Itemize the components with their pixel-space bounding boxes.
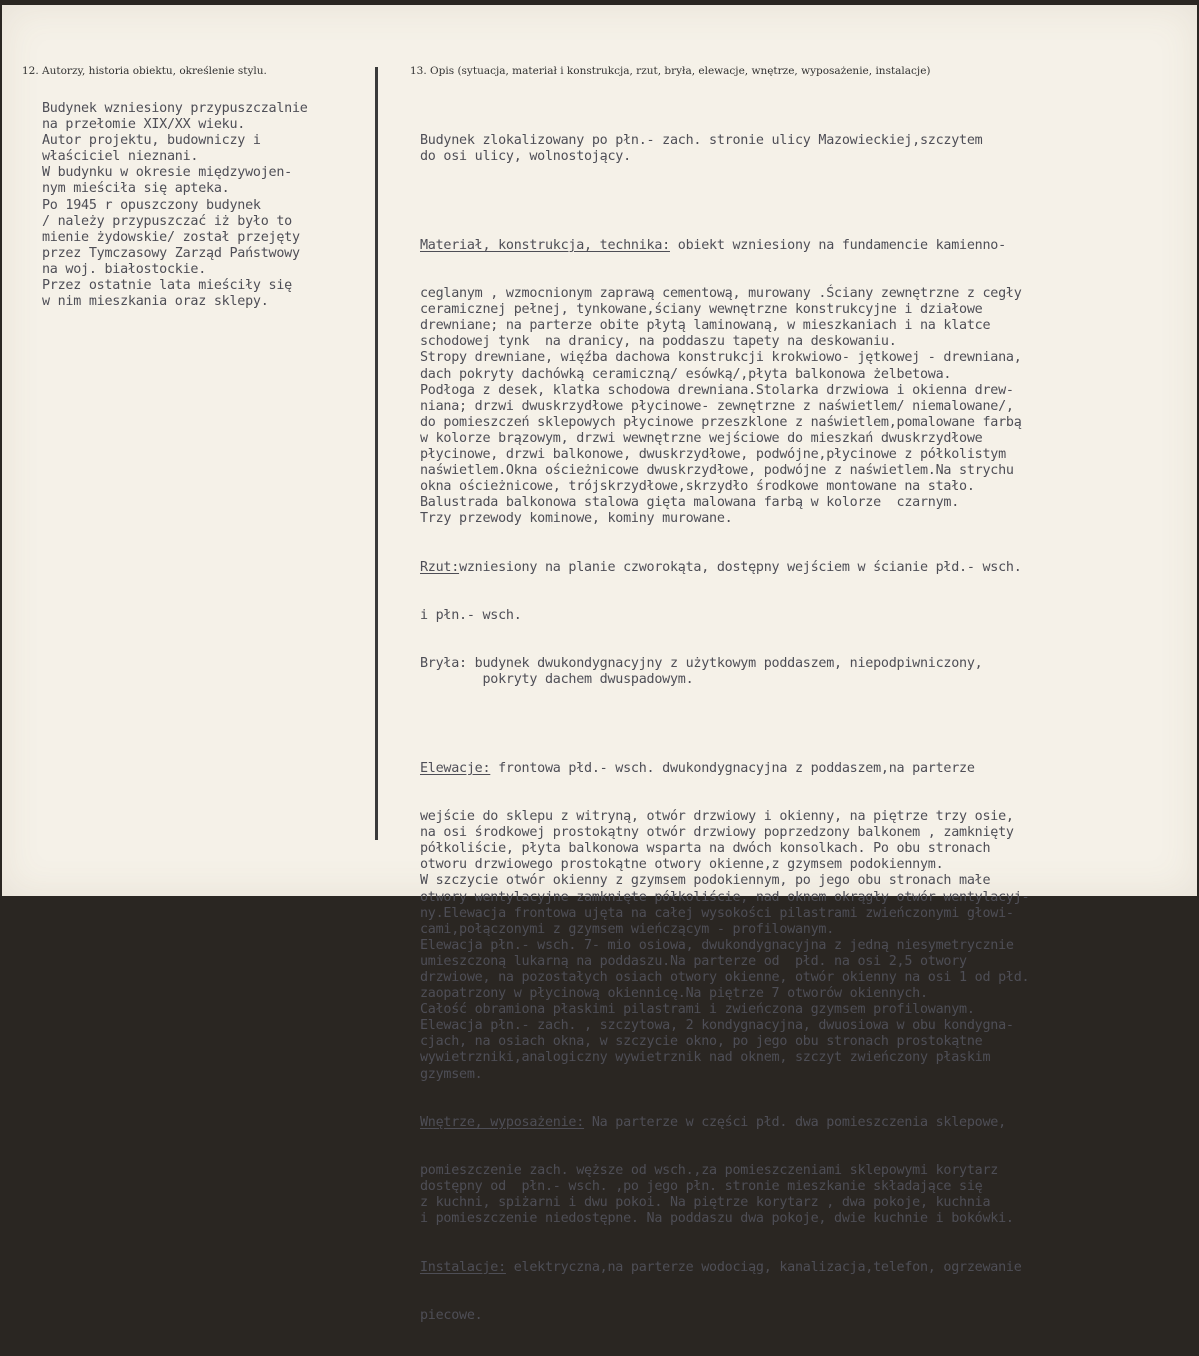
description-text-column	[420, 101, 1029, 1356]
wnetrze-line-3: z kuchni, spiżarni i dwu pokoi. Na piętrze korytarz , dwa pokoje, kuchnia	[420, 1195, 991, 1211]
history-line-2: Autor projektu, budowniczy i	[42, 133, 261, 149]
elewacje-line-5: W szczycie otwór okienny z gzymsem podokiennym, po jego obu stronach małe	[420, 873, 991, 889]
wnetrze-heading: Wnętrze, wyposażenie:	[420, 1114, 585, 1130]
left-column-header: 12. Autorzy, historia obiektu, określenie stylu.	[22, 65, 267, 77]
instalacje-line-1: piecowe.	[420, 1307, 483, 1323]
elewacje-line-16: wywietrzniki,analogiczny wywietrznik nad oknem, szczyt zwieńczony płaskim	[420, 1050, 991, 1066]
material-line-2: ceramicznej pełnej, tynkowane,ściany wewnętrzne konstrukcyjne i działowe	[420, 302, 983, 318]
material-line-8: niana; drzwi dwuskrzydłowe płycinowe- zewnętrzne z naświetlem/ niemalowane/,	[420, 398, 1014, 414]
elewacje-first-line	[420, 761, 1029, 777]
wnetrze-line-1: pomieszczenie zach. węższe od wsch.,za pomieszczeniami sklepowymi korytarz	[420, 1163, 999, 1179]
instalacje-heading: Instalacje:	[420, 1259, 506, 1275]
history-line-5: nym mieściła się apteka.	[42, 181, 230, 197]
elewacje-line-3: półkoliście, płyta balkonowa wsparta na dwóch konsolkach. Po obu stronach	[420, 841, 991, 857]
material-line-1: ceglanym , wzmocnionym zaprawą cementową, murowany .Ściany zewnętrzne z cegły	[420, 286, 1022, 302]
elewacje-line-10: umieszczoną lukarną na poddaszu.Na parterze od płd. na osi 2,5 otwory	[420, 953, 967, 969]
history-line-11: Przez ostatnie lata mieściły się	[42, 278, 292, 294]
material-heading: Materiał, konstrukcja, technika:	[420, 237, 670, 253]
history-text-column	[42, 101, 308, 310]
elewacje-heading: Elewacje:	[420, 760, 491, 776]
elewacje-line-11: drzwiowe, na pozostałych osiach otwory okienne, otwór okienny na osi 1 od płd.	[420, 969, 1030, 985]
material-line-7: Podłoga z desek, klatka schodowa drewniana.Stolarka drzwiowa i okienna drew-	[420, 382, 1014, 398]
rzut-heading: Rzut:	[420, 559, 460, 575]
material-line-12: naświetlem.Okna ościeżnicowe dwuskrzydłowe, podwójne z naświetlem.Na strychu	[420, 463, 1014, 479]
column-divider	[375, 67, 378, 840]
material-line-9: do pomieszczeń sklepowych płycinowe przeszklone z naświetlem,pomalowane farbą	[420, 414, 1022, 430]
history-line-7: / należy przypuszczać iż było to	[42, 213, 292, 229]
history-line-4: W budynku w okresie międzywojen-	[42, 165, 292, 181]
elewacje-line-8: cami,połączonymi z gzymsem wieńczącym - profilowanym.	[420, 921, 835, 937]
rzut-first-line	[420, 560, 1029, 576]
elewacje-line-4: otworu drzwiowego prostokątne otwory okienne,z gzymsem podokiennym.	[420, 857, 944, 873]
rzut-line-0: wzniesiony na planie czworokąta, dostępny wejściem w ścianie płd.- wsch.	[459, 559, 1022, 575]
elewacje-line-17: gzymsem.	[420, 1066, 483, 1082]
material-line-15: Trzy przewody kominowe, kominy murowane.	[420, 511, 733, 527]
elewacje-line-6: otwory wentylacyjne zamknięte półkoliście, nad oknem okrągły otwór wentylacyj-	[420, 889, 1030, 905]
material-line-4: schodowej tynk na dranicy, na poddaszu tapety na deskowaniu.	[420, 334, 897, 350]
history-line-6: Po 1945 r opuszczony budynek	[42, 197, 261, 213]
history-line-9: przez Tymczasowy Zarząd Państwowy	[42, 245, 300, 261]
history-line-10: na woj. białostockie.	[42, 261, 207, 277]
bryla-line-1: pokryty dachem dwuspadowym.	[420, 672, 694, 688]
material-line-13: okna ościeżnicowe, trójskrzydłowe,skrzydło środkowe montowane na stało.	[420, 479, 975, 495]
elewacje-line-7: ny.Elewacja frontowa ujęta na całej wysokości pilastrami zwieńczonymi głowi-	[420, 905, 1014, 921]
material-line-0: obiekt wzniesiony na fundamencie kamienno-	[669, 237, 1006, 253]
elewacje-line-1: wejście do sklepu z witryną, otwór drzwiowy i okienny, na piętrze trzy osie,	[420, 809, 1014, 825]
document-sheet	[2, 5, 1197, 1323]
elewacje-line-13: Całość obramiona płaskimi pilastrami i zwieńczona gzymsem profilowanym.	[420, 1002, 975, 1018]
intro-line-1: do osi ulicy, wolnostojący.	[420, 149, 631, 165]
history-line-12: w nim mieszkania oraz sklepy.	[42, 294, 269, 310]
material-line-14: Balustrada balkonowa stalowa gięta malowana farbą w kolorze czarnym.	[420, 495, 960, 511]
material-line-11: płycinowe, drzwi balkonowe, dwuskrzydłowe, podwójne,płycinowe z półkolistym	[420, 446, 1006, 462]
wnetrze-line-2: dostępny od płn.- wsch. ,po jego płn. stronie mieszkanie składające się	[420, 1179, 983, 1195]
elewacje-line-9: Elewacja płn.- wsch. 7- mio osiowa, dwukondygnacyjna z jedną niesymetrycznie	[420, 937, 1014, 953]
intro-line-0: Budynek zlokalizowany po płn.- zach. stronie ulicy Mazowieckiej,szczytem	[420, 133, 983, 149]
material-line-10: w kolorze brązowym, drzwi wewnętrzne wejściowe do mieszkań dwuskrzydłowe	[420, 430, 983, 446]
elewacje-line-12: zaopatrzony w płycinową okiennicę.Na piętrze 7 otworów okiennych.	[420, 986, 928, 1002]
history-line-3: właściciel nieznani.	[42, 149, 199, 165]
wnetrze-line-4: i pomieszczenie niedostępne. Na poddaszu dwa pokoje, dwie kuchnie i bokówki.	[420, 1211, 1014, 1227]
history-line-1: na przełomie XIX/XX wieku.	[42, 117, 246, 133]
elewacje-line-14: Elewacja płn.- zach. , szczytowa, 2 kondygnacyjna, dwuosiowa w obu kondygna-	[420, 1018, 1014, 1034]
elewacje-line-0: frontowa płd.- wsch. dwukondygnacyjna z poddaszem,na parterze	[490, 760, 975, 776]
elewacje-line-15: cjach, na osiach okna, w szczycie okno, po jego obu stronach prostokątne	[420, 1034, 983, 1050]
elewacje-line-2: na osi środkowej prostokątny otwór drzwiowy poprzedzony balkonem , zamknięty	[420, 825, 1014, 841]
instalacje-line-0: elektryczna,na parterze wodociąg, kanalizacja,telefon, ogrzewanie	[505, 1259, 1022, 1275]
material-line-5: Stropy drewniane, więźba dachowa konstrukcji krokwiowo- jętkowej - drewniana,	[420, 350, 1022, 366]
history-line-8: mienie żydowskie/ został przejęty	[42, 229, 300, 245]
material-line-6: dach pokryty dachówką ceramiczną/ esówką/,płyta balkonowa żelbetowa.	[420, 366, 952, 382]
wnetrze-line-0: Na parterze w części płd. dwa pomieszczenia sklepowe,	[584, 1114, 1006, 1130]
history-line-0: Budynek wzniesiony przypuszczalnie	[42, 101, 308, 116]
instalacje-first-line	[420, 1260, 1029, 1276]
material-first-line	[420, 238, 1029, 254]
wnetrze-first-line	[420, 1115, 1029, 1131]
rzut-line-1: i płn.- wsch.	[420, 607, 522, 623]
right-column-header: 13. Opis (sytuacja, materiał i konstrukcja, rzut, bryła, elewacje, wnętrze, wyposażenie, instalacje)	[410, 65, 931, 77]
bryla-line-0: Bryła: budynek dwukondygnacyjny z użytkowym poddaszem, niepodpiwniczony,	[420, 656, 983, 672]
material-line-3: drewniane; na parterze obite płytą laminowaną, w mieszkaniach i na klatce	[420, 318, 991, 334]
